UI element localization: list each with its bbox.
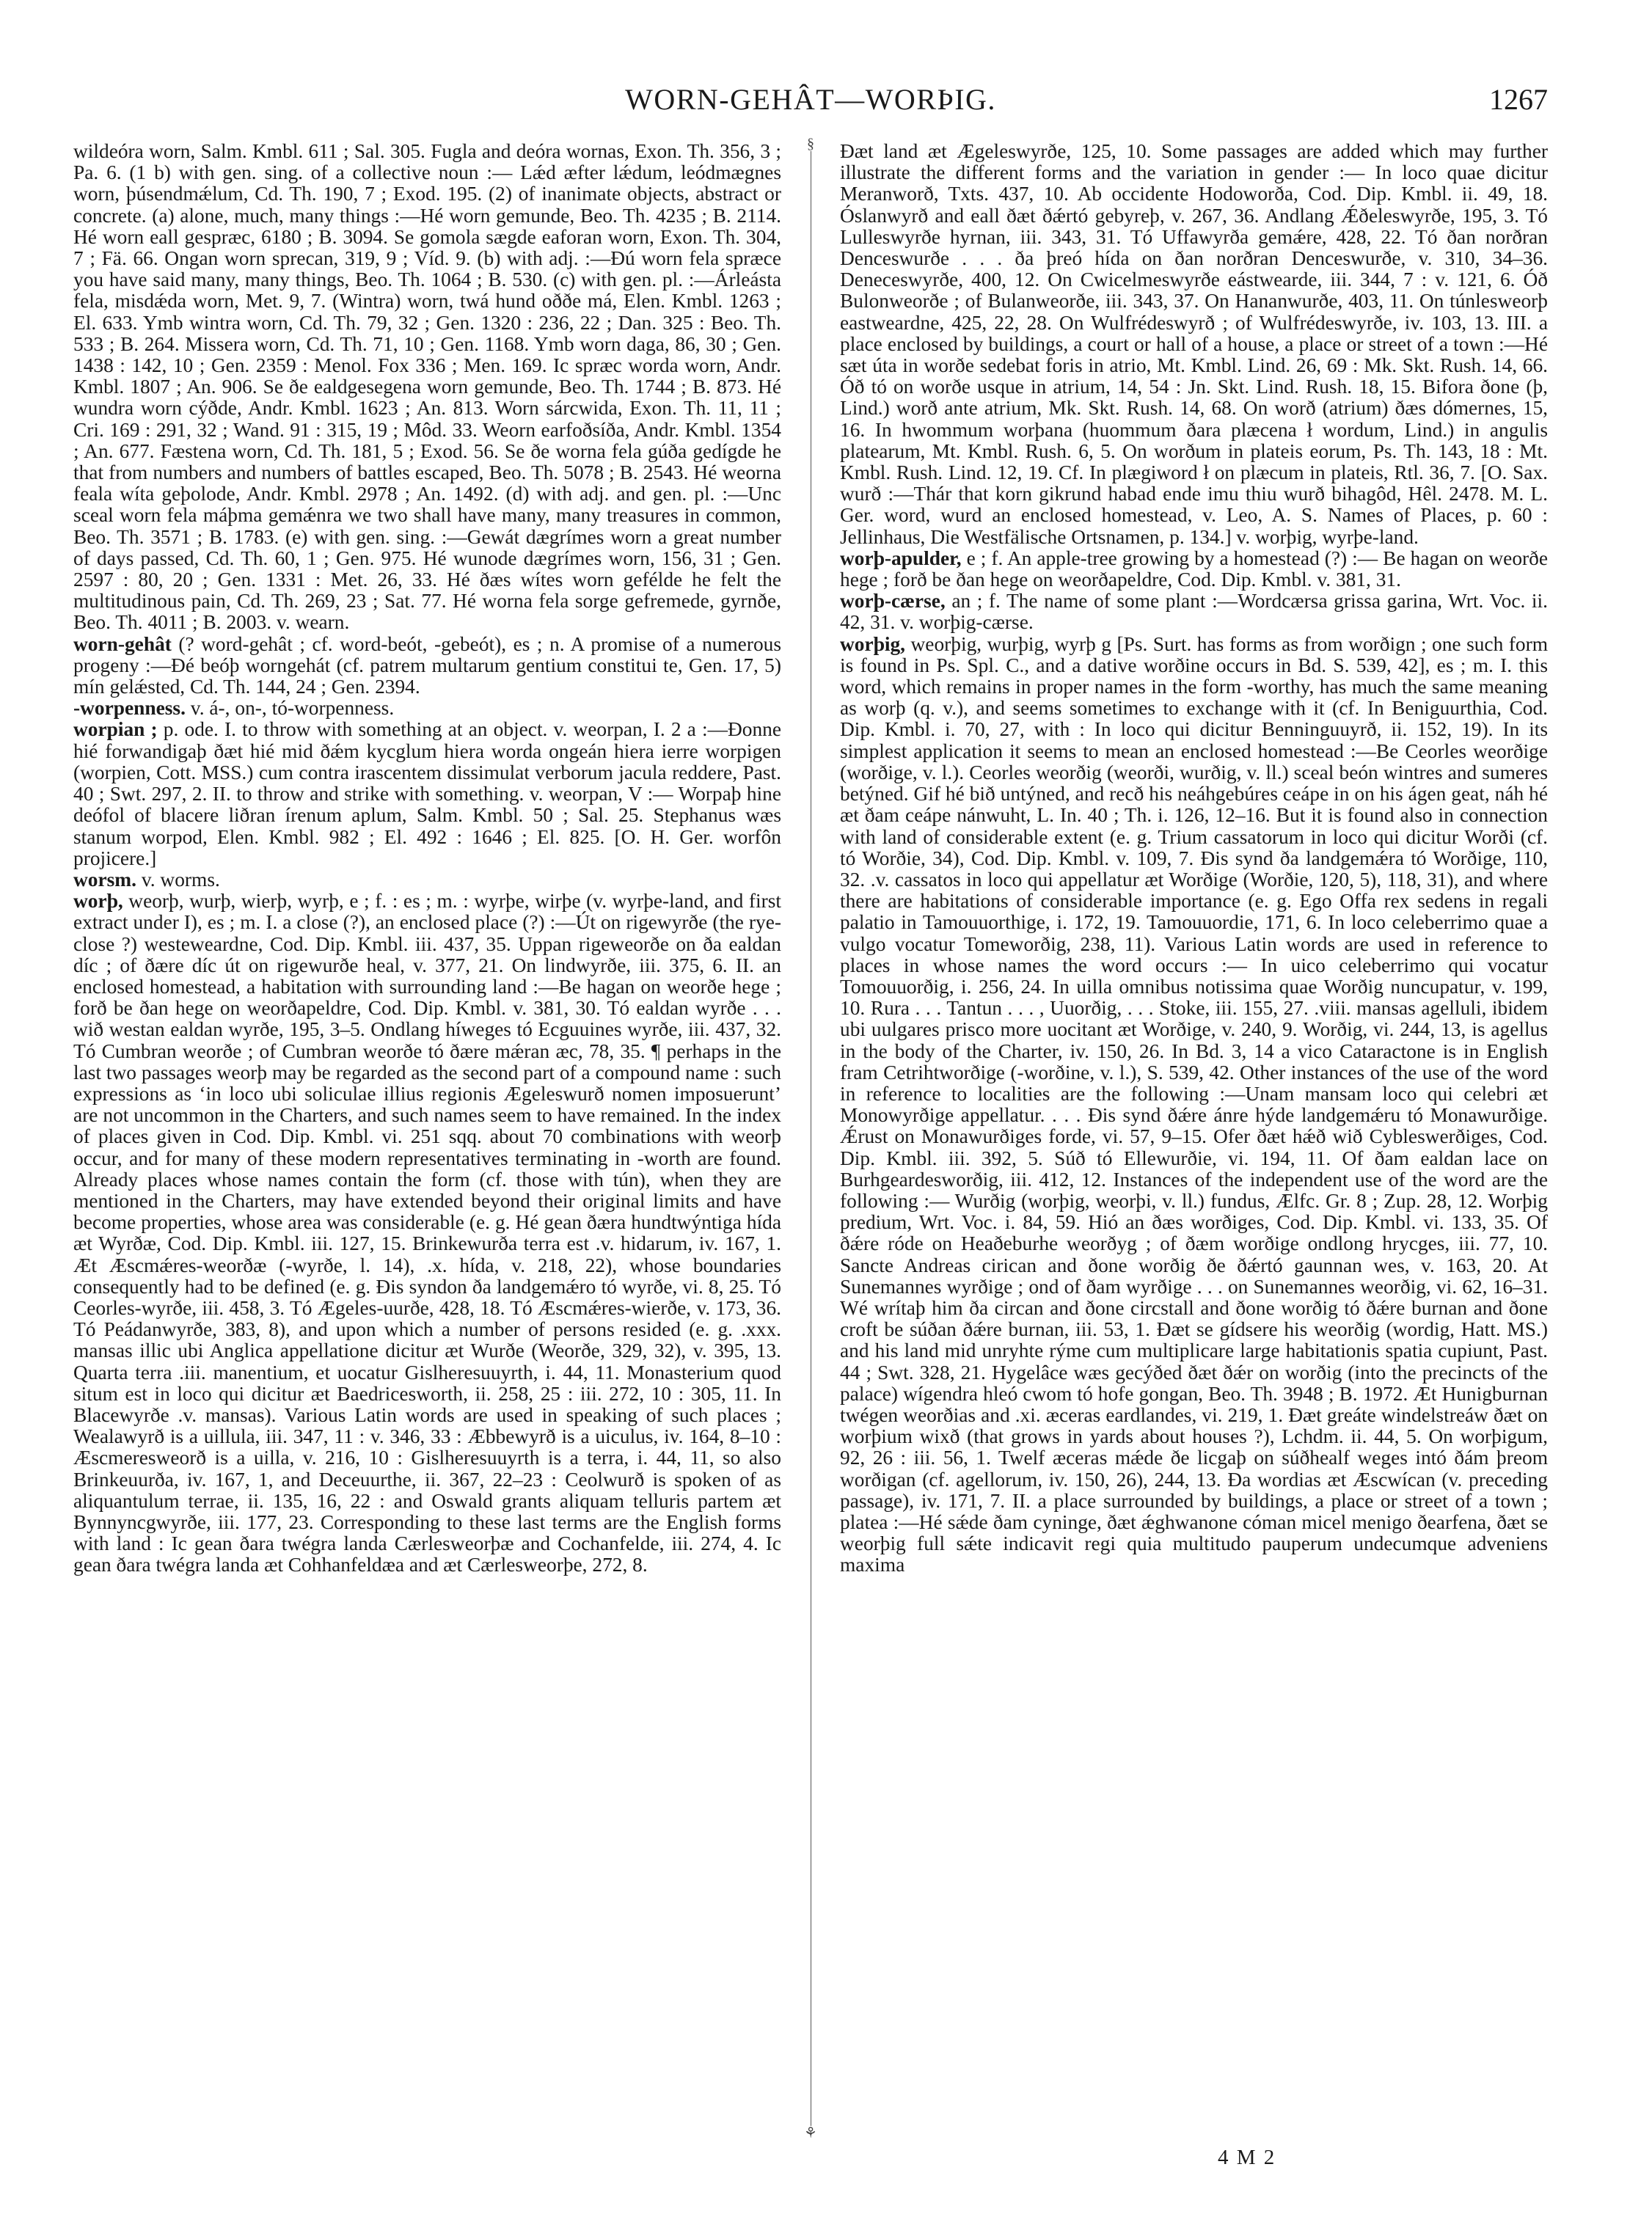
entry-text: weorþig, wurþig, wyrþ g [Ps. Surt. has forms as from worðign ; one such form is found in Ps. Spl. C., and a dative worðine occurs in Bd. S. 539, 42], es ; m. I. this word, which remains in proper names in the form -worthy, has much the same meaning as worþ (q. v.), and seems sometimes to exchange with it (cf. In Beniguurthia, Cod. Dip. Kmbl. i. 70, 27, with : In loco qui dicitur Benninguuyrð, ii. 152, 19). In its simplest application it seems to mean an enclosed homestead :—Be Ceorles weorðige (worðige, v. l.). Ceorles weorðig (weorði, wurðig, v. ll.) sceal beón wintres and sumeres betýned. Gif hé bið untýned, and recð his neáhgebúres ceápe in on his ágen geat, náh hé æt ðam ceápe nánwuht, L. In. 40 ; Th. i. 126, 12–16. But it is found also in connection with land of considerable extent (e. g. Trium cassatorum in loco qui dicitur Worði (cf. tó Worðie, 34), Cod. Dip. Kmbl. v. 109, 7. Ðis synd ða landgemǽra tó Worðige, 110, 32. .v. cassatos in loco qui appellatur æt Worðige (Worðie, 120, 5), 118, 31), and where there are habitations of considerable importance (e. g. Ego Offa rex sedens in regali palatio in Tamouuorthige, i. 172, 19. Tamouuordie, 171, 6. In loco celeberrimo quae a vulgo vocatur Tomeworðig, 238, 11). Various Latin words are used in reference to places in whose names the word occurs :— In uico celeberrimo qui vocatur Tomouuorðig, i. 256, 24. In uilla omnibus notissima quae Worðig nuncupatur, v. 199, 10. Rura . . . Tantun . . . , Uuorðig, . . . Stoke, iii. 155, 27. .viii. mansas agelluli, ibidem ubi uulgares prisco more uocitant æt Worðige, v. 240, 9. Worðig, vi. 244, 13, is agellus in the body of the Charter, iv. 150, 26. In Bd. 3, 14 a vico Cataractone is in English fram Cetrihtworðige (-worðine, v. l.), S. 539, 42. Other instances of the use of the word in reference to localities are the following :—Unam mansam loco qui celebri æt Monowyrðige appellatur. . . . Ðis synd ðǽre ánre hýde landgemǽru tó Monawurðige. Ǽrust on Monawurðiges forde, vi. 57, 9–15. Ofer ðæt hǽð wið Cybleswerðiges, Cod. Dip. Kmbl. iii. 392, 5. Súð tó Ellewurðie, vi. 194, 11. Of ðam ealdan lace on Burhgeardesworðig, iii. 412, 12. Instances of the independent use of the word are the following :— Wurðig (worþig, weorþi, v. ll.) fundus, Ælfc. Gr. 8 ; Zup. 28, 12. Worþig predium, Wrt. Voc. i. 84, 59. Hió an ðæs worðiges, Cod. Dip. Kmbl. vi. 133, 35. Of ðǽre róde on Heaðeburhe weorðyg ; of ðæm worðige ondlong hrycges, iii. 77, 10. Sancte Andreas cirican and ðone worðig ðe ðǽrtó gaunnan wes, v. 163, 20. At Sunemannes wyrðige ; ond of ðam wyrðige . . . on Sunemannes weorðig, vi. 62, 16–31. Wé wrítaþ him ða circan and ðone circstall and ðone worðig tó ðǽre burnan and ðone croft be súðan ðǽre burnan, iii. 53, 1. Ðæt se gídsere his weorðig (wordig, Hatt. MS.) and his land mid unryhte rýme cum multiplicare large habitationis spatia cupiunt, Past. 44 ; Swt. 328, 21. Hygelâce wæs gecýðed ðæt ðǽr on worðig (into the precincts of the palace) wígendra hleó cwom tó hofe gongan, Beo. Th. 3948 ; B. 1972. Æt Hunigburnan twégen weorðias and .xi. æceras eardlandes, vi. 219, 1. Ðæt greáte windelstreáw ðæt on worþium wixð (that grows in yards about houses ?), Lchdm. ii. 44, 5. On worþigum, 92, 26 : iii. 56, 1. Twelf æceras mǽde ðe licgaþ on súðhealf weges intó ðám þreom worðigan (cf. agellorum, iv. 150, 26), 244, 13. Ða wordias æt Æscwícan (v. preceding passage), iv. 171, 7. II. a place surrounded by buildings, a place or street of a town ; platea :—Hé sǽde ðam cyninge, ðæt ǽghwanone cóman micel menigo ðearfena, ðæt se weorþig full sǽte indicavit regi quia multitudo pauperum undecumque adveniens maxima: [840, 632, 1548, 1576]
entry-text: weorþ, wurþ, wierþ, wyrþ, e ; f. : es ; m. : wyrþe, wirþe (v. wyrþe-land, and first extract under I), es ; m. I. a close (?), an enclosed place (?) :—Út on rigewyrðe (the rye-close ?) westeweardne, Cod. Dip. Kmbl. iii. 437, 35. Uppan rigeweorðe on ða ealdan díc ; of ðære díc út on rigewurðe heal, v. 377, 21. On lindwyrðe, iii. 375, 6. II. an enclosed homestead, a habitation with surrounding land :—Be hagan on weorðe hege ; forð be ðan hege on weorðapeldre, Cod. Dip. Kmbl. v. 381, 30. Tó ealdan wyrðe . . . wið westan ealdan wyrðe, 195, 3–5. Ondlang híweges tó Ecguuines wyrðe, iii. 437, 32. Tó Cumbran weorðe ; of Cumbran weorðe tó ðære mǽran æc, 78, 35. ¶ perhaps in the last two passages weorþ may be regarded as the second part of a compound name : such expressions as ‘in loco ubi soliculae illius regionis Ægeleswurð nomen imposuerunt’ are not uncommon in the Charters, and such names seem to have remained. In the index of places given in Cod. Dip. Kmbl. vi. 251 sqq. about 70 combinations with weorþ occur, and for many of these modern representatives terminating in -worth are found. Already places whose names contain the form (cf. those with tún), when they are mentioned in the Charters, may have extended beyond their original limits and have become properties, whose area was considerable (e. g. Hé gean ðæra hundtwýntiga hída æt Wyrðæ, Cod. Dip. Kmbl. iii. 127, 15. Brinkewurða terra est .v. hidarum, iv. 167, 1. Æt Æscmǽres-weorðæ (-wyrðe, l. 14), .x. hída, v. 218, 22), whose boundaries consequently had to be defined (e. g. Ðis syndon ða landgemǽro tó wyrðe, vi. 8, 25. Tó Ceorles-wyrðe, iii. 458, 3. Tó Ægeles-uurðe, 428, 18. Tó Æscmǽres-wierðe, v. 173, 36. Tó Peádanwyrðe, 383, 8), and upon which a number of persons resided (e. g. .xxx. mansas illic ubi Anglica appellatione dicitur æt Wurðe (Weorðe, 329, 32), v. 395, 13. Quarta terra .iii. manentium, et uocatur Gislheresuuyrth, i. 44, 11. Monasterium quod situm est in loco qui dicitur æt Baedricesworth, ii. 258, 25 : iii. 272, 10 : 305, 11. In Blacewyrðe .v. mansas). Various Latin words are used in speaking of such places ; Wealawyrð is a uillula, iii. 347, 11 : v. 346, 33 : Æbbewyrð is a uiculus, iv. 164, 8–10 : Æscmeresweorð is a uilla, v. 216, 10 : Gislheresuuyrth is a terra, i. 44, 11, so also Brinkeuurða, iv. 167, 1, and Deceuurthe, ii. 367, 22–23 : Ceolwurð is spoken of as aliquantulum terrae, ii. 135, 16, 22 : and Oswald grants aliquam telluris partem æt Bynnyncgwyrðe, iii. 177, 23. Corresponding to these last terms are the English forms with land : Ic gean ðara twégra landa Cærlesweorþæ and Cochanfelde, iii. 274, 4. Ic gean ðara twégra landa æt Cohhanfeldæa and æt Cærlesweorþe, 272, 8.: [73, 890, 781, 1576]
entry-text: an ; f. The name of some plant :—Wordcærsa grissa garina, Wrt. Voc. ii. 42, 31. v. worþig-cærse.: [840, 590, 1548, 634]
entry-headword: worþ-cærse,: [840, 590, 946, 613]
two-column-body: [73, 136, 1548, 2141]
entry-headword: worþ-apulder,: [840, 547, 962, 569]
dictionary-entry: [73, 719, 781, 869]
entry-text: (? word-gehât ; cf. word-beót, -gebeót), es ; n. A promise of a numerous progeny :—Ðé beóþ worngehát (cf. patrem multarum gentium constitui te, Gen. 17, 5) mín gelǽsted, Cd. Th. 144, 24 ; Gen. 2394.: [73, 632, 781, 698]
dictionary-entry: [73, 634, 781, 698]
running-title: WORN-GEHÂT—WORÞIG.: [625, 83, 996, 116]
entry-text: p. ode. I. to throw with something at an object. v. weorpan, I. 2 a :—Ðonne hié forwandigaþ ðæt hié mid ðǽm kycglum hiera worda ongeán hiera ierre worpigen (worpien, Cott. MSS.) cum contra irascentem dissimulat verborum jacula reddere, Past. 40 ; Swt. 297, 2. II. to throw and strike with something. v. weorpan, V :— Worpaþ hine deófol of blacere liðran írenum aplum, Salm. Kmbl. 50 ; Sal. 25. Stephanus wæs stanum worpod, Elen. Kmbl. 982 ; El. 492 : 1646 ; El. 825. [O. H. Ger. worfôn projicere.]: [73, 718, 781, 869]
entry-headword: -worpenness.: [73, 697, 186, 720]
dictionary-entry: [73, 141, 781, 634]
entry-headword: worþ,: [73, 890, 123, 913]
dictionary-entry: [840, 634, 1548, 1576]
entry-headword: worn-gehât: [73, 632, 172, 655]
divider-top-ornament: §: [803, 136, 818, 151]
printer-signature: 4 M 2: [1218, 2146, 1276, 2169]
right-column: [840, 141, 1548, 2136]
entry-text: wildeóra worn, Salm. Kmbl. 611 ; Sal. 305. Fugla and deóra wornas, Exon. Th. 356, 3 ; Pa. 6. (1 b) with gen. sing. of a collective noun :— Lǽd æfter lǽdum, leódmægnes worn, þúsendmǽlum, Cd. Th. 190, 7 ; Exod. 195. (2) of inanimate objects, abstract or concrete. (a) alone, much, many things :—Hé worn gemunde, Beo. Th. 4235 ; B. 2114. Hé worn eall gespræc, 6180 ; B. 3094. Se gomola sægde eaforan worn, Exon. Th. 304, 7 ; Fä. 66. Ongan worn sprecan, 319, 9 ; Víd. 9. (b) with adj. :—Ðú worn fela spræce you have said many, many things, Beo. Th. 1064 ; B. 530. (c) with gen. pl. :—Árleásta fela, misdǽda worn, Met. 9, 7. (Wintra) worn, twá hund oððe má, Elen. Kmbl. 1263 ; El. 633. Ymb wintra worn, Cd. Th. 79, 32 ; Gen. 1320 : 236, 22 ; Dan. 325 : Beo. Th. 533 ; B. 264. Missera worn, Cd. Th. 71, 10 ; Gen. 1168. Ymb worn daga, 86, 30 ; Gen. 1438 : 142, 10 ; Gen. 2359 : Menol. Fox 336 ; Men. 169. Ic spræc worda worn, Andr. Kmbl. 1807 ; An. 906. Se ðe ealdgesegena worn gemunde, Beo. Th. 1744 ; B. 873. Hé wundra worn cýðde, Andr. Kmbl. 1623 ; An. 813. Worn sárcwida, Exon. Th. 11, 11 ; Cri. 169 : 291, 32 ; Wand. 91 : 315, 19 ; Môd. 33. Weorn earfoðsíða, Andr. Kmbl. 1354 ; An. 677. Fæstena worn, Cd. Th. 181, 5 ; Exod. 56. Se ðe worna fela gúða gedígde he that from numbers and numbers of battles escaped, Beo. Th. 5078 ; B. 2543. Hé weorna feala wíta geþolode, Andr. Kmbl. 2978 ; An. 1492. (d) with adj. and gen. pl. :—Unc sceal worn fela máþma gemǽnra we two shall have many, many treasures in common, Beo. Th. 3571 ; B. 1783. (e) with gen. sing. :—Gewát dægrímes worn a great number of days passed, Cd. Th. 60, 1 ; Gen. 975. Hé wunode dægrímes worn, 156, 31 ; Gen. 2597 : 80, 20 ; Gen. 1331 : Met. 26, 33. Hé ðæs wítes worn gefélde he felt the multitudinous pain, Cd. Th. 269, 23 ; Sat. 77. Hé worna fela sorge gefremede, gyrnðe, Beo. Th. 4011 ; B. 2003. v. wearn.: [73, 141, 781, 634]
dictionary-entry: [840, 591, 1548, 633]
running-head: [73, 82, 1548, 126]
dictionary-entry: [73, 869, 781, 891]
entry-headword: worþig,: [840, 632, 906, 655]
entry-text: e ; f. An apple-tree growing by a homestead (?) :— Be hagan on weorðe hege ; forð be ðan hege on weorðapeldre, Cod. Dip. Kmbl. v. 381, 31.: [840, 547, 1548, 591]
dictionary-entry: [840, 548, 1548, 591]
entry-text: v. á-, on-, tó-worpenness.: [185, 697, 395, 720]
entry-text: v. worms.: [136, 868, 220, 891]
entry-text: Ðæt land æt Ægeleswyrðe, 125, 10. Some passages are added which may further illustrate the different forms and the variation in gender :— In loco quae dicitur Meranworð, Txts. 437, 10. Ab occidente Hodoworða, Cod. Dip. Kmbl. ii. 49, 18. Óslanwyrð and eall ðæt ðǽrtó gebyreþ, v. 267, 36. Andlang Ǽðeleswyrðe, 195, 3. Tó Lulleswyrðe hyrnan, iii. 343, 31. Tó Uffawyrða gemǽre, 428, 22. Tó ðan norðran Denceswurðe . . . ða þreó hída on ðan norðran Denceswurðe, v. 310, 34–36. Deneceswyrðe, 400, 12. On Cwicelmeswyrðe eástwearde, iii. 344, 7 : v. 121, 6. Óð Bulonweorðe ; of Bulanweorðe, iii. 343, 37. On Hananwurðe, 403, 11. On túnlesweorþ eastweardne, 425, 22, 28. On Wulfrédeswyrð ; of Wulfrédeswyrðe, iv. 103, 13. III. a place enclosed by buildings, a court or hall of a house, a place or street of a town :—Hé sæt úta in worðe sedebat foris in atrio, Mt. Kmbl. Lind. 26, 69 : Mk. Skt. Rush. 14, 66. Óð tó on worðe usque in atrium, 14, 54 : Jn. Skt. Lind. Rush. 18, 15. Bifora ðone (þ, Lind.) worð ante atrium, Mk. Skt. Rush. 14, 68. On worð (atrium) ðæs dómernes, 15, 16. In hwommum worþana (huommum ðara plæcena ł wordum, Lind.) in angulis platearum, Mt. Kmbl. Rush. 6, 5. On worðum in plateis eorum, Ps. Th. 143, 18 : Mt. Kmbl. Rush. Lind. 12, 19. Cf. In plægiword ł on plæcum in plateis, Rtl. 36, 7. [O. Sax. wurð :—Thár that korn gikrund habad ende imu thiu wurð bihagôd, Hêl. 2478. M. L. Ger. word, wurd an enclosed homestead, v. Leo, A. S. Names of Places, p. 60 : Jellinhaus, Die Westfälische Ortsnamen, p. 134.] v. worþig, wyrþe-land.: [840, 141, 1548, 548]
dictionary-entry: [73, 891, 781, 1576]
dictionary-entry: [840, 141, 1548, 548]
divider-bottom-ornament: ⚘: [804, 2125, 817, 2141]
dictionary-entry: [73, 698, 781, 719]
left-column: [73, 141, 781, 2136]
entry-headword: worsm.: [73, 868, 136, 891]
page-number: 1267: [1489, 83, 1548, 116]
entry-headword: worpian ;: [73, 718, 158, 741]
